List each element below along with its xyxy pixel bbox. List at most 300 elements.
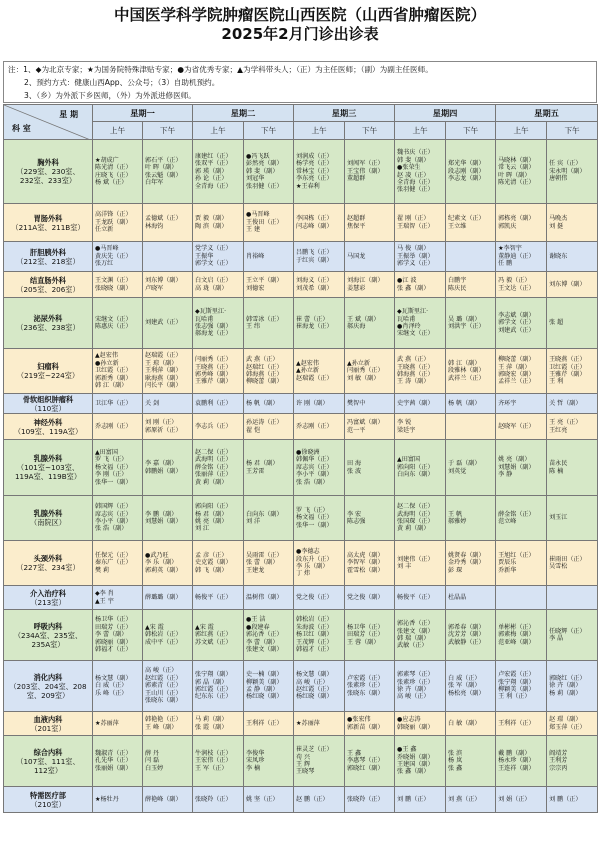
doctor-entry: ●马晋峰: [95, 245, 119, 253]
schedule-slot: [446, 414, 496, 440]
doctor-entry: 郭向阳（正）: [195, 503, 232, 511]
doctor-entry: 白文启（正）: [195, 277, 232, 285]
doctor-entry: 纪东东（正）: [195, 693, 232, 701]
pm-header: 下午: [244, 122, 294, 140]
day-header-tue: 星期二: [193, 105, 294, 122]
doctor-entry: 乐 峰（正）: [95, 689, 128, 697]
doctor-entry: 赵瑞霞（正）: [145, 352, 182, 360]
doctor-entry: 张宁翔（副）: [195, 671, 232, 679]
doctor-entry: 韩福才（正）: [296, 646, 333, 654]
doctor-entry: 张 蕾（副）: [246, 559, 279, 567]
doctor-entry: 白年军: [145, 178, 164, 186]
header-days-row: [4, 105, 598, 122]
schedule-slot: [496, 272, 547, 298]
doctor-entry: 张晓羚（正）: [347, 795, 384, 803]
doctor-entry: 卫红霞（正）: [549, 363, 586, 371]
schedule-slot: [294, 349, 345, 394]
doctor-entry: 杨 莉（副）: [549, 689, 582, 697]
doctor-entry: 薛艳峰（副）: [145, 795, 182, 803]
doctor-entry: 薛璐璐（副）: [145, 593, 182, 601]
schedule-slot: [345, 204, 395, 242]
doctor-entry: 王晓燕（正）: [549, 356, 586, 364]
schedule-slot: [143, 204, 193, 242]
doctor-entry: 宋永明（副）: [549, 167, 586, 175]
doctor-entry: 郑光华（副）: [448, 160, 485, 168]
doctor-entry: 李小平（副）: [95, 518, 132, 525]
schedule-slot: [143, 349, 193, 394]
schedule-slot: [547, 787, 598, 813]
doctor-entry: 李 嘉（副）: [145, 460, 178, 468]
schedule-slot: [345, 242, 395, 272]
doctor-entry: 于红宾（副）: [296, 256, 333, 264]
doctor-entry: 韩海燕（正）: [246, 371, 283, 378]
doctor-entry: ●马晋峰: [246, 211, 270, 219]
schedule-slot: [345, 349, 395, 394]
schedule-slot: [93, 736, 143, 787]
doctor-entry: 党之俊（副）: [347, 593, 384, 601]
department-rooms: （101室~103室、: [16, 463, 80, 472]
department-rooms: （229室、230室、: [16, 167, 80, 176]
doctor-entry: 崔灵芝（正）: [296, 746, 333, 754]
doctor-entry: 刘 敏（副）: [347, 374, 380, 382]
doctor-entry: 叶 晖（副）: [498, 171, 531, 179]
doctor-entry: 李 刚（正）: [95, 471, 128, 479]
doctor-entry: 李 楠: [246, 764, 261, 772]
doctor-entry: 李惠琴（正）: [347, 757, 384, 765]
department-name: 妇瘤科: [37, 362, 59, 371]
schedule-slot: [345, 414, 395, 440]
doctor-entry: 杨学亮（正）: [296, 160, 333, 168]
schedule-slot: [294, 242, 345, 272]
department-cell: [4, 414, 93, 440]
doctor-entry: 王连祥（副）: [498, 764, 535, 772]
schedule-slot: [244, 414, 294, 440]
doctor-entry: 刘 娟（正）: [498, 795, 531, 803]
doctor-entry: 张 浩（副）: [296, 478, 329, 486]
doctor-entry: 畅俊平（正）: [397, 593, 434, 601]
doctor-entry: 韩佩华（正）: [296, 456, 333, 464]
doctor-entry: 王芳雷: [246, 467, 265, 475]
department-rooms: （212室、218室）: [16, 256, 80, 266]
schedule-slot: [244, 496, 294, 541]
schedule-slot: [193, 661, 244, 712]
doctor-entry: 李小平（副）: [296, 471, 333, 479]
doctor-entry: 范亚峰（副）: [498, 638, 535, 646]
schedule-slot: [193, 586, 244, 610]
doctor-entry: ▲宋 霞: [145, 623, 164, 631]
note-line-2: 2、预约方式：健康山西App、公众号；（3）自助机预约。: [24, 78, 220, 87]
schedule-slot: [446, 394, 496, 414]
department-name: 乳腺外科: [33, 509, 63, 518]
doctor-entry: 杨红晓（副）: [246, 693, 283, 701]
doctor-entry: 宋凤珍: [246, 757, 265, 765]
doctor-entry: 郭红霞（正）: [195, 686, 232, 693]
schedule-slot: [547, 349, 598, 394]
doctor-entry: 罗 飞（正）: [95, 456, 128, 464]
doctor-entry: 霍雪松（副）: [347, 566, 384, 574]
schedule-slot: [395, 272, 446, 298]
doctor-entry: 贾 毅（副）: [195, 215, 228, 223]
doctor-entry: 陈光清（正）: [95, 164, 132, 172]
doctor-entry: 孟德斌（正）: [145, 215, 182, 223]
doctor-entry: 崔雨田（正）: [549, 555, 586, 563]
doctor-entry: ●武乃旺: [145, 551, 169, 559]
doctor-entry: 李志兵（正）: [195, 422, 232, 430]
doctor-entry: 郭晓宏（副）: [498, 371, 535, 378]
department-rooms: 235A室）: [31, 639, 65, 649]
department-row: [4, 394, 598, 414]
doctor-entry: 张羽健（正）: [246, 182, 283, 190]
schedule-slot: [143, 496, 193, 541]
doctor-entry: 许 刚（副）: [296, 399, 329, 407]
doctor-entry: 张双平（正）: [195, 160, 232, 168]
doctor-entry: 刘 江: [195, 525, 210, 533]
doctor-entry: 丁 炜: [296, 570, 311, 578]
schedule-slot: [446, 349, 496, 394]
department-rooms: （219室~224室）: [16, 371, 80, 380]
doctor-entry: 武祥兰（正）: [448, 374, 485, 382]
department-cell: [4, 787, 93, 813]
schedule-slot: [547, 298, 598, 349]
schedule-slot: [395, 394, 446, 414]
doctor-entry: 闫 磊: [145, 757, 160, 765]
doctor-entry: 白 威（正）: [95, 682, 128, 690]
doctor-entry: 瓦哈甫: [397, 315, 416, 323]
doctor-entry: 王 峰（副）: [145, 723, 178, 731]
doctor-entry: 王立维: [448, 222, 467, 230]
department-name: 综合内科: [33, 747, 63, 757]
doctor-entry: 张云魁（副）: [145, 171, 182, 179]
doctor-entry: 冯富斌（副）: [347, 419, 384, 427]
doctor-entry: ▲孙立新: [347, 359, 370, 367]
day-header-mon: 星期一: [93, 105, 193, 122]
schedule-slot: [93, 541, 143, 586]
schedule-slot: [294, 610, 345, 661]
doctor-entry: 李志斌（副）: [498, 311, 535, 319]
doctor-entry: 闫长平（副）: [145, 382, 182, 390]
department-cell: [4, 140, 93, 204]
doctor-entry: 朱海波（正）: [296, 623, 333, 631]
doctor-entry: 张 超: [549, 319, 564, 327]
doctor-entry: 韩海燕（正）: [397, 371, 434, 378]
doctor-entry: 纪素文（正）: [448, 215, 485, 223]
doctor-entry: 赵 璟（副）: [549, 716, 582, 724]
doctor-entry: 韩国辉（正）: [95, 503, 132, 511]
doctor-entry: 张 军（副）: [448, 682, 481, 690]
schedule-slot: [446, 298, 496, 349]
department-rooms: （234A室、235室、: [13, 630, 83, 640]
doctor-entry: 张宁翔（副）: [498, 678, 535, 686]
department-cell: [4, 440, 93, 496]
doctor-entry: 闫丽秀（正）: [195, 356, 232, 364]
department-rooms: （201室）: [30, 723, 66, 733]
doctor-entry: ★杨牡丹: [95, 795, 119, 803]
doctor-entry: 马国龙: [347, 252, 366, 260]
doctor-entry: 金玲秀（副）: [448, 559, 485, 567]
schedule-slot: [496, 414, 547, 440]
doctor-entry: 白 敏（副）: [448, 719, 481, 727]
schedule-slot: [395, 610, 446, 661]
doctor-entry: 王利芳: [549, 757, 568, 765]
department-cell: [4, 394, 93, 414]
schedule-slot: [244, 541, 294, 586]
doctor-entry: 张万红: [95, 260, 114, 268]
doctor-entry: 赵瑞红（正）: [246, 363, 283, 371]
doctor-entry: 武 燕（正）: [397, 356, 430, 364]
doctor-entry: 陈惠庆（正）: [95, 323, 132, 330]
schedule-slot: [93, 496, 143, 541]
doctor-entry: 韩 瑞（副）: [397, 635, 430, 642]
doctor-entry: 郭学文（正）: [195, 260, 232, 268]
schedule-slot: [496, 394, 547, 414]
doctor-entry: 张晓东（副）: [145, 697, 182, 705]
schedule-slot: [294, 298, 345, 349]
doctor-entry: 张羽健（正）: [397, 186, 434, 194]
department-row: [4, 661, 598, 712]
schedule-slot: [496, 204, 547, 242]
doctor-entry: 牛润枝（正）: [195, 749, 232, 757]
doctor-entry: 韩松岩（正）: [296, 616, 333, 624]
doctor-entry: 李 蕾（副）: [246, 638, 279, 646]
schedule-slot: [496, 586, 547, 610]
doctor-entry: 李俊华: [246, 749, 265, 757]
title-line-2: 2025年2月门诊出诊表: [221, 25, 379, 43]
department-rooms: （236室、238室）: [16, 323, 80, 332]
schedule-slot: [395, 496, 446, 541]
pm-header: 下午: [446, 122, 496, 140]
doctor-entry: 刘建武（正）: [498, 326, 535, 334]
doctor-entry: 王 斌（副）: [347, 315, 380, 323]
doctor-entry: 秦东广（正）: [95, 559, 132, 567]
doctor-entry: 韩福才（正）: [95, 646, 132, 654]
doctor-entry: 乔志刚（正）: [95, 422, 132, 430]
department-row: [4, 298, 598, 349]
doctor-entry: 王瑞智（正）: [397, 222, 434, 230]
schedule-slot: [496, 496, 547, 541]
doctor-entry: 薛金铭（正）: [195, 463, 232, 471]
doctor-entry: 王 利: [549, 378, 564, 386]
doctor-entry: 郭希春（副）: [448, 623, 485, 631]
doctor-entry: 张国琛（正）: [397, 518, 434, 525]
schedule-slot: [345, 440, 395, 496]
schedule-slot: [93, 349, 143, 394]
doctor-entry: 翟 刚（正）: [397, 215, 430, 223]
doctor-entry: ●王 鑫: [397, 746, 417, 754]
doctor-entry: 郭沁香（正）: [397, 620, 434, 628]
schedule-slot: [93, 298, 143, 349]
schedule-slot: [244, 610, 294, 661]
doctor-entry: 张 鑫（副）: [397, 768, 430, 776]
schedule-slot: [143, 586, 193, 610]
doctor-entry: 李 晶: [549, 635, 564, 642]
doctor-entry: 张丽娟（副）: [95, 764, 132, 772]
doctor-entry: 郭晓丽（副）: [95, 638, 132, 646]
schedule-slot: [93, 140, 143, 204]
doctor-entry: 武敏静（正）: [448, 638, 485, 646]
schedule-slot: [547, 496, 598, 541]
doctor-entry: 王建龙: [246, 566, 265, 574]
department-rooms: 232室、233室）: [19, 176, 77, 185]
doctor-entry: 耿海燕（副）: [145, 374, 182, 382]
doctor-entry: 翟 恺: [246, 426, 261, 434]
schedule-slot: [143, 414, 193, 440]
doctor-entry: 徐 卉（副）: [549, 682, 582, 690]
schedule-slot: [446, 140, 496, 204]
schedule-slot: [345, 787, 395, 813]
doctor-entry: 刘建伟（正）: [397, 555, 434, 563]
doctor-entry: 孙运涛（正）: [246, 419, 283, 427]
doctor-entry: 闫志峰（副）: [296, 222, 333, 230]
doctor-entry: 王建国（副）: [397, 761, 434, 768]
doctor-entry: 孟祥兰（正）: [498, 378, 535, 386]
doctor-entry: 刘玉江: [549, 514, 568, 522]
doctor-entry: ▲田富国: [397, 456, 421, 464]
doctor-entry: 卫江华（正）: [95, 399, 132, 407]
schedule-slot: [547, 440, 598, 496]
schedule-slot: [143, 140, 193, 204]
doctor-entry: 黄 莉（副）: [397, 525, 430, 533]
doctor-entry: 陈庆民: [448, 284, 467, 292]
doctor-entry: 王红亮: [549, 426, 568, 434]
doctor-entry: 郭栋亮（副）: [498, 215, 535, 223]
doctor-entry: 王晓燕（正）: [397, 363, 434, 371]
schedule-slot: [143, 242, 193, 272]
schedule-slot: [294, 712, 345, 736]
doctor-entry: 高 峻（正）: [296, 678, 329, 686]
doctor-entry: 李 鹏（副）: [145, 510, 178, 518]
schedule-slot: [294, 661, 345, 712]
doctor-entry: 刘 丰: [397, 563, 412, 570]
schedule-slot: [446, 661, 496, 712]
doctor-entry: 马 莉（副）: [195, 716, 228, 724]
schedule-slot: [294, 496, 345, 541]
schedule-slot: [446, 610, 496, 661]
doctor-entry: ▲赵宏伟: [296, 359, 319, 367]
doctor-entry: 冯 毅（正）: [498, 277, 531, 285]
department-rooms: （107室、111室、: [16, 756, 80, 766]
schedule-slot: [93, 242, 143, 272]
schedule-slot: [294, 394, 345, 414]
doctor-entry: 杨文福（正）: [296, 514, 333, 522]
doctor-entry: 成中平（正）: [145, 638, 182, 646]
doctor-entry: 韩 江（副）: [95, 382, 128, 390]
doctor-entry: 郭凯庆: [498, 222, 517, 230]
schedule-slot: [496, 242, 547, 272]
doctor-entry: 党学义（正）: [195, 245, 232, 253]
schedule-slot: [244, 787, 294, 813]
doctor-entry: 于 磊（副）: [448, 460, 481, 468]
schedule-slot: [446, 242, 496, 272]
doctor-entry: 赵 鹏（正）: [296, 795, 329, 803]
am-header: 上午: [294, 122, 345, 140]
department-rooms: （211A室、211B室）: [11, 222, 85, 232]
department-row: [4, 586, 598, 610]
department-name: 肝胆胰外科: [30, 247, 66, 257]
doctor-entry: 孔先华（正）: [95, 757, 132, 765]
schedule-slot: [244, 349, 294, 394]
doctor-entry: 阎靖芳: [549, 749, 568, 757]
schedule-slot: [496, 712, 547, 736]
doctor-entry: 宗宗丙: [549, 764, 568, 772]
doctor-entry: ●段建春: [246, 623, 270, 631]
department-cell: [4, 712, 93, 736]
doctor-entry: 王 蓉（副）: [347, 638, 380, 646]
doctor-entry: 郝海龙（正）: [195, 330, 232, 338]
am-header: 上午: [496, 122, 547, 140]
schedule-table: [3, 104, 598, 813]
doctor-entry: 李国栋（正）: [296, 215, 333, 223]
doctor-entry: 彭 琛: [448, 566, 463, 574]
doctor-entry: 乔志刚（正）: [296, 422, 333, 430]
doctor-entry: 王宏伟（正）: [195, 757, 232, 765]
doctor-entry: 王俊田（正）: [246, 218, 283, 226]
notes-box: [3, 61, 597, 103]
schedule-slot: [496, 298, 547, 349]
doctor-entry: 郭勇峰（副）: [195, 371, 232, 378]
doctor-entry: 郭学义（正）: [397, 260, 434, 268]
doctor-entry: 韩 斐（副）: [246, 167, 279, 175]
doctor-entry: 韩 飞（副）: [195, 566, 228, 574]
department-row: [4, 712, 598, 736]
schedule-slot: [244, 204, 294, 242]
department-name: 乳腺外科: [33, 454, 63, 463]
schedule-slot: [395, 440, 446, 496]
schedule-slot: [93, 712, 143, 736]
doctor-entry: 郭莉英（副）: [145, 566, 182, 574]
schedule-slot: [93, 586, 143, 610]
doctor-entry: 张 波: [347, 467, 362, 475]
department-row: [4, 272, 598, 298]
schedule-slot: [547, 140, 598, 204]
doctor-entry: 张 滨: [448, 749, 463, 757]
doctor-entry: 马晓林（副）: [498, 156, 535, 164]
doctor-entry: ▲孙立新: [296, 367, 319, 375]
schedule-slot: [294, 787, 345, 813]
doctor-entry: 张晓羚（正）: [195, 795, 232, 803]
doctor-entry: 王雅芹（副）: [549, 371, 586, 378]
schedule-slot: [547, 242, 598, 272]
doctor-entry: 柳晓蕾（副）: [246, 378, 283, 386]
schedule-slot: [345, 736, 395, 787]
doctor-entry: 乔新华: [498, 566, 517, 574]
schedule-slot: [93, 394, 143, 414]
doctor-entry: 李东亮（正）: [296, 175, 333, 183]
doctor-entry: 王立平（副）: [246, 277, 283, 285]
doctor-entry: 全青海（正）: [195, 182, 232, 190]
doctor-entry: 王文达（正）: [498, 284, 535, 292]
doctor-entry: 张 鑫: [448, 764, 463, 772]
schedule-slot: [446, 736, 496, 787]
doctor-entry: 白向东（副）: [397, 471, 434, 479]
doctor-entry: 崔海龙（正）: [296, 323, 333, 330]
schedule-slot: [496, 440, 547, 496]
doctor-entry: 吴雪松: [549, 563, 568, 570]
doctor-entry: ●肖泽玲: [397, 323, 421, 330]
doctor-entry: 王 琼（副）: [145, 359, 178, 367]
doctor-entry: 赵二保（正）: [397, 503, 434, 511]
schedule-slot: [244, 298, 294, 349]
doctor-entry: 彭然亮（副）: [246, 160, 283, 168]
doctor-entry: 王利祥（正）: [246, 719, 283, 727]
note-line-1: 注：1、◆为北京专家；★为国务院特殊津贴专家；●为省优秀专家；▲为学科带头人；（正）为主任医师；（副）为副主任医师。: [8, 65, 433, 74]
doctor-entry: 张 鑫（副）: [397, 284, 430, 292]
schedule-slot: [547, 712, 598, 736]
schedule-slot: [143, 712, 193, 736]
schedule-slot: [193, 736, 244, 787]
doctor-entry: 高 峻（正）: [145, 667, 178, 675]
doctor-entry: 魏淑青（正）: [95, 749, 132, 757]
schedule-slot: [143, 610, 193, 661]
